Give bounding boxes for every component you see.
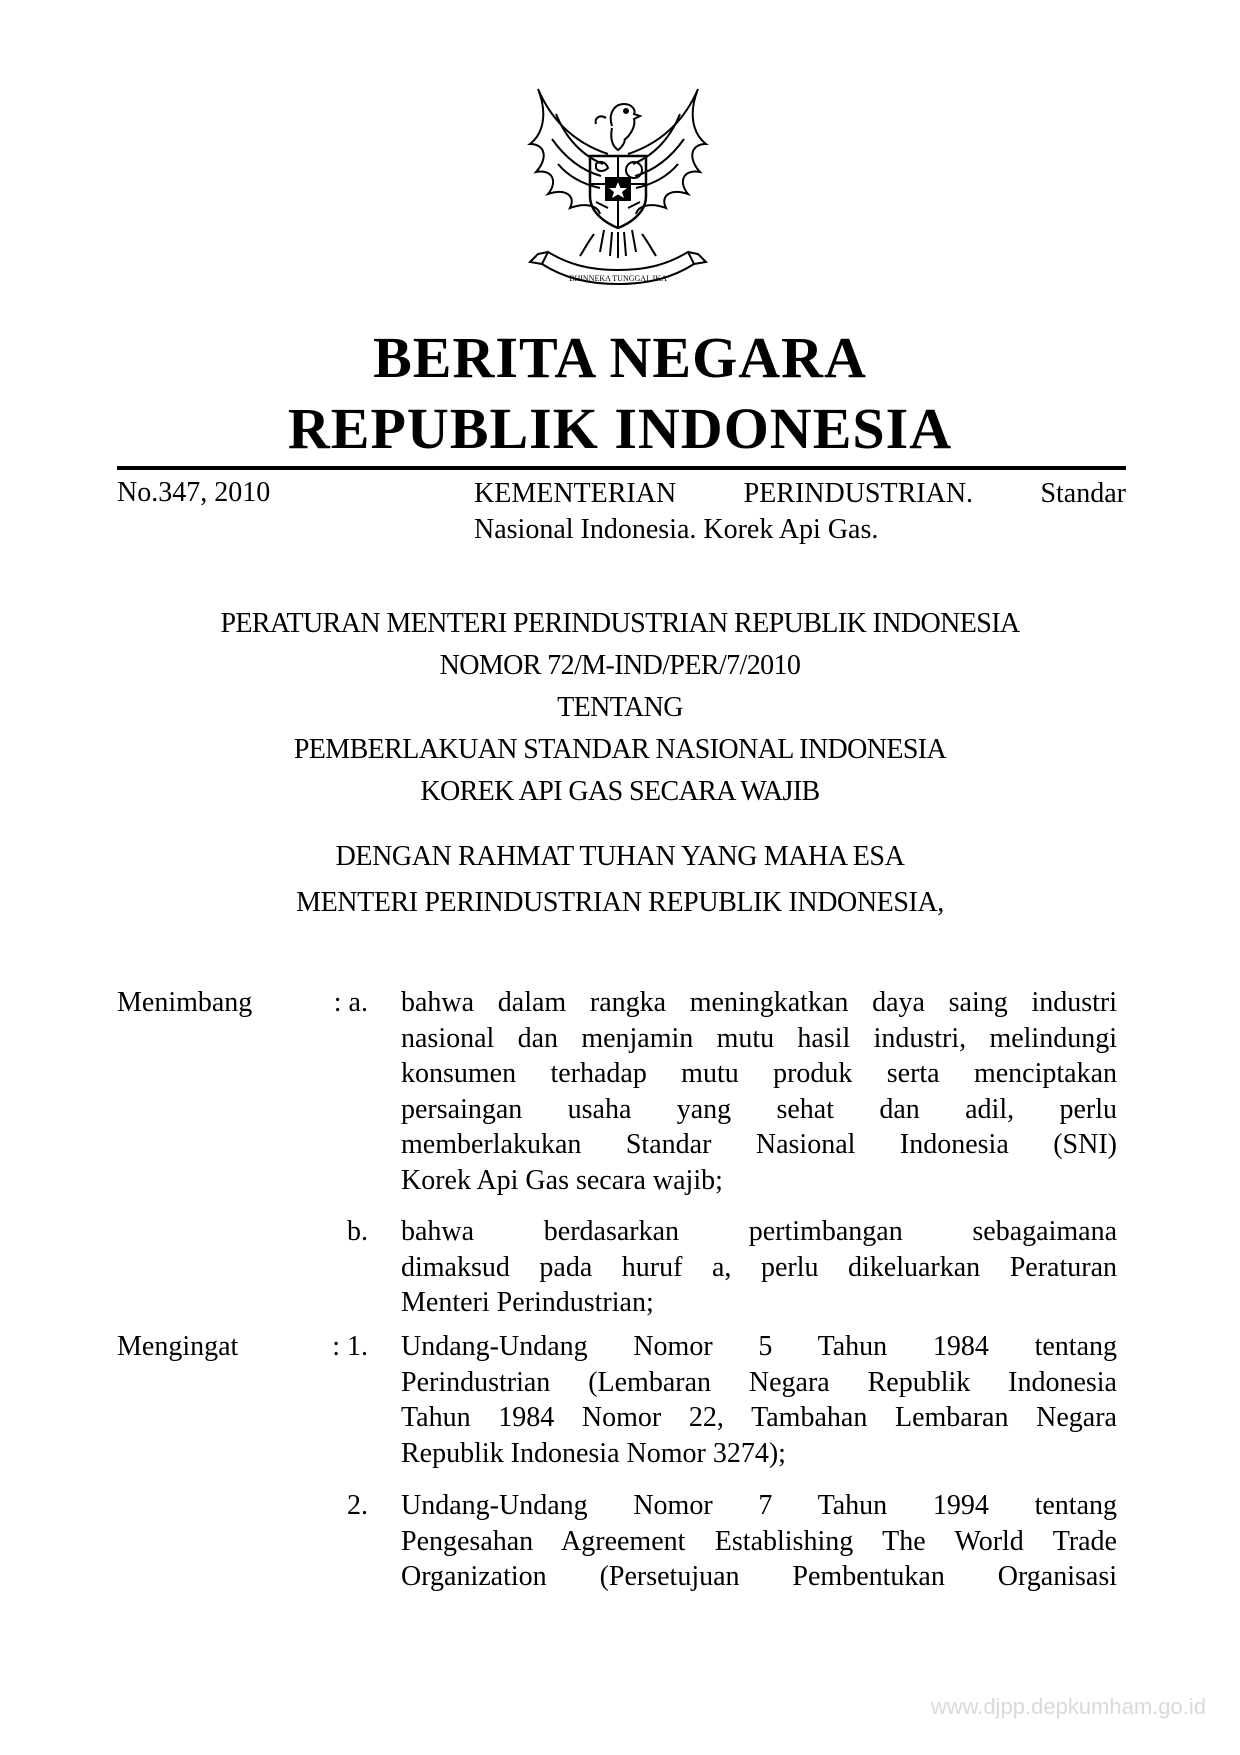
subject-word: PERINDUSTRIAN. bbox=[743, 478, 974, 509]
opening-formula bbox=[0, 834, 1240, 926]
item-marker: : 1. bbox=[332, 1331, 368, 1362]
item-marker: : a. bbox=[333, 987, 368, 1018]
emblem-motto: BHINNEKA TUNGGAL IKA bbox=[569, 274, 667, 283]
text-line: Pengesahan Agreement Establishing The World Trade bbox=[401, 1525, 1117, 1557]
masthead-line-2: REPUBLIK INDONESIA bbox=[287, 396, 953, 461]
header-rule bbox=[117, 466, 1126, 470]
text-line: Tahun 1984 Nomor 22, Tambahan Lembaran Negara bbox=[401, 1402, 1117, 1433]
text-line: Undang-Undang Nomor 5 Tahun 1984 tentang bbox=[401, 1331, 1117, 1362]
text-line: memberlakukan Standar Nasional Indonesia (SNI) bbox=[401, 1129, 1117, 1160]
title-line: NOMOR 72/M-IND/PER/7/2010 bbox=[439, 650, 801, 681]
garuda-emblem-icon bbox=[508, 84, 728, 299]
title-line: PERATURAN MENTERI PERINDUSTRIAN REPUBLIK INDONESIA bbox=[220, 608, 1020, 639]
opening-line: DENGAN RAHMAT TUHAN YANG MAHA ESA bbox=[335, 841, 905, 872]
menimbang-label: Menimbang bbox=[117, 987, 253, 1018]
subject-line-2: Nasional Indonesia. Korek Api Gas. bbox=[474, 514, 879, 545]
masthead-line-1: BERITA NEGARA bbox=[373, 325, 867, 390]
title-line: KOREK API GAS SECARA WAJIB bbox=[420, 776, 820, 807]
gazette-number: No.347, 2010 bbox=[117, 477, 271, 508]
text-line: Korek Api Gas secara wajib; bbox=[401, 1164, 723, 1196]
text-line: persaingan usaha yang sehat dan adil, perlu bbox=[401, 1093, 1117, 1125]
text-line: konsumen terhadap mutu produk serta menciptakan bbox=[401, 1058, 1117, 1089]
text-line: dimaksud pada huruf a, perlu dikeluarkan Peraturan bbox=[401, 1251, 1117, 1283]
text-line: Republik Indonesia Nomor 3274); bbox=[401, 1437, 786, 1469]
title-line: PEMBERLAKUAN STANDAR NASIONAL INDONESIA bbox=[293, 734, 947, 765]
text-line: Organization (Persetujuan Pembentukan Organisasi bbox=[401, 1561, 1117, 1592]
menimbang-item-a bbox=[401, 985, 1117, 1198]
menimbang-item-b bbox=[401, 1214, 1117, 1321]
item-marker: b. bbox=[347, 1216, 368, 1247]
mengingat-label: Mengingat bbox=[117, 1331, 239, 1362]
title-line: TENTANG bbox=[557, 692, 683, 723]
text-line: Menteri Perindustrian; bbox=[401, 1287, 654, 1318]
item-marker: 2. bbox=[347, 1490, 368, 1521]
text-line: bahwa berdasarkan pertimbangan sebagaimana bbox=[401, 1216, 1117, 1247]
text-line: bahwa dalam rangka meningkatkan daya saing industri bbox=[401, 987, 1117, 1018]
subject-word: KEMENTERIAN bbox=[474, 478, 677, 509]
subject-word: Standar bbox=[1040, 478, 1126, 509]
text-line: Undang-Undang Nomor 7 Tahun 1994 tentang bbox=[401, 1490, 1117, 1521]
text-line: nasional dan menjamin mutu hasil industri, melindungi bbox=[401, 1022, 1117, 1054]
gazette-subject bbox=[474, 476, 1126, 548]
text-line: Perindustrian (Lembaran Negara Republik Indonesia bbox=[401, 1366, 1117, 1398]
source-watermark: www.djpp.depkumham.go.id bbox=[930, 1694, 1206, 1719]
mengingat-item-1 bbox=[401, 1329, 1117, 1471]
regulation-title bbox=[0, 603, 1240, 813]
mengingat-item-2 bbox=[401, 1488, 1117, 1595]
opening-line: MENTERI PERINDUSTRIAN REPUBLIK INDONESIA, bbox=[296, 887, 944, 918]
